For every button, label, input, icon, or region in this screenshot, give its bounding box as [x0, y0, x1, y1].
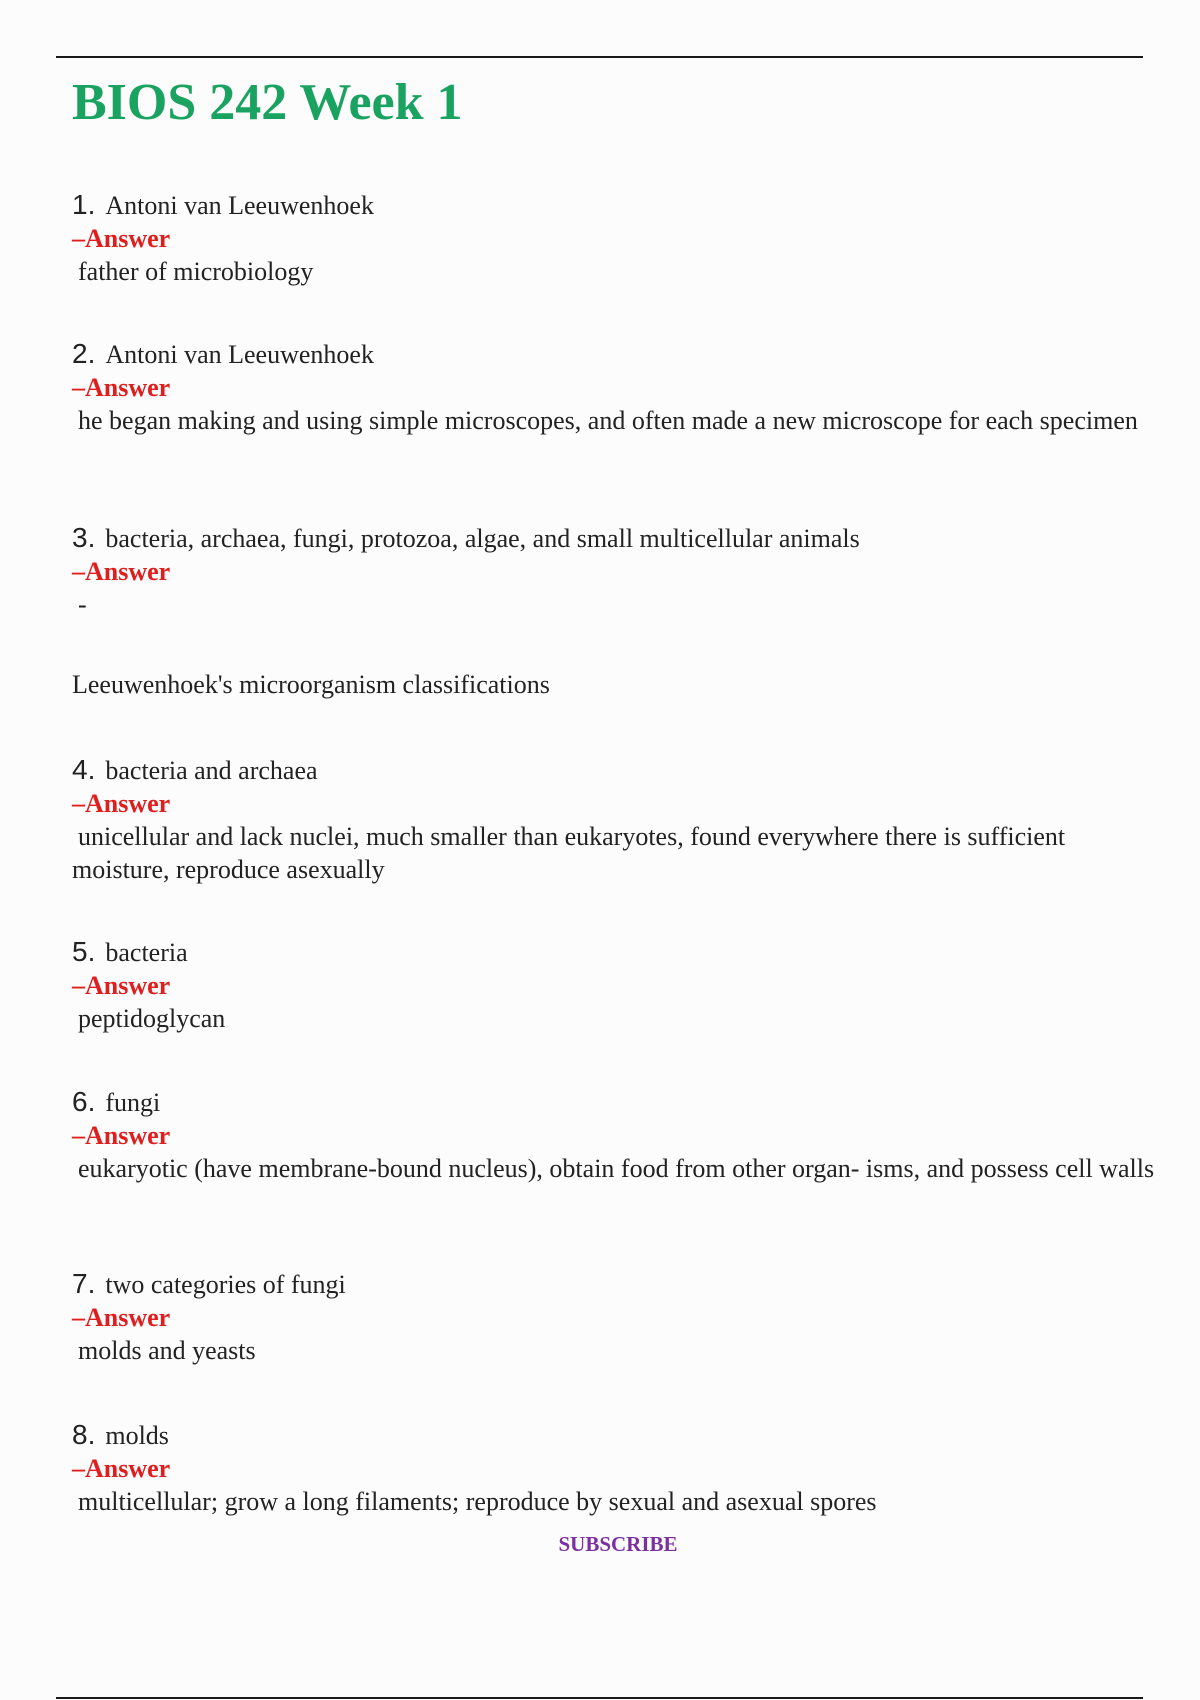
qa-item-1 [72, 188, 1162, 288]
question-text: bacteria [105, 938, 188, 967]
question-text: Antoni van Leeuwenhoek [105, 340, 374, 369]
answer-text: peptidoglycan [78, 1004, 226, 1033]
question-number: 2. [72, 338, 96, 369]
question [72, 188, 1162, 222]
qa-item-4 [72, 753, 1162, 886]
question-text: molds [105, 1421, 169, 1450]
answer-label: –Answer [72, 1303, 171, 1332]
question [72, 1085, 1162, 1119]
question-text: two categories of fungi [105, 1270, 346, 1299]
answer-extra-text: Leeuwenhoek's microorganism classifications [72, 670, 550, 699]
answer-text: molds and yeasts [78, 1336, 256, 1365]
qa-item-2 [72, 337, 1162, 437]
answer-label: –Answer [72, 557, 171, 586]
question-text: fungi [105, 1088, 161, 1117]
question [72, 337, 1162, 371]
answer-text: - [78, 590, 87, 619]
question [72, 1267, 1162, 1301]
question-text: bacteria, archaea, fungi, protozoa, algae, and small multicellular animals [105, 524, 860, 553]
question-number: 7. [72, 1268, 96, 1299]
answer-label: –Answer [72, 971, 171, 1000]
qa-item-3 [72, 521, 1162, 621]
answer-label: –Answer [72, 1121, 171, 1150]
question-number: 8. [72, 1419, 96, 1450]
question [72, 1418, 1162, 1452]
question [72, 521, 1162, 555]
question-text: Antoni van Leeuwenhoek [105, 191, 374, 220]
question-number: 4. [72, 754, 96, 785]
answer-label: –Answer [72, 789, 171, 818]
question [72, 753, 1162, 787]
question-number: 5. [72, 936, 96, 967]
subscribe-link[interactable]: SUBSCRIBE [558, 1532, 678, 1556]
question-number: 3. [72, 522, 96, 553]
question-number: 6. [72, 1086, 96, 1117]
bottom-rule [56, 1697, 1143, 1699]
qa-item-7 [72, 1267, 1162, 1367]
top-rule [56, 56, 1143, 58]
document-title: BIOS 242 Week 1 [72, 74, 463, 131]
qa-item-6 [72, 1085, 1162, 1185]
answer-label: –Answer [72, 224, 171, 253]
qa-item-5 [72, 935, 1162, 1035]
answer-text: father of microbiology [78, 257, 314, 286]
answer-text: unicellular and lack nuclei, much smaller than eukaryotes, found everywhere there is sufficient moisture, reproduce asexually [72, 822, 1066, 884]
answer-label: –Answer [72, 373, 171, 402]
answer-text: eukaryotic (have membrane-bound nucleus), obtain food from other organ- isms, and possess cell walls [78, 1154, 1155, 1183]
answer-text: he began making and using simple microscopes, and often made a new microscope for each specimen [78, 406, 1138, 435]
question-text: bacteria and archaea [105, 756, 318, 785]
question-number: 1. [72, 189, 96, 220]
answer-text: multicellular; grow a long filaments; reproduce by sexual and asexual spores [78, 1487, 877, 1516]
question [72, 935, 1162, 969]
answer-label: –Answer [72, 1454, 171, 1483]
qa-item-8 [72, 1418, 1162, 1518]
